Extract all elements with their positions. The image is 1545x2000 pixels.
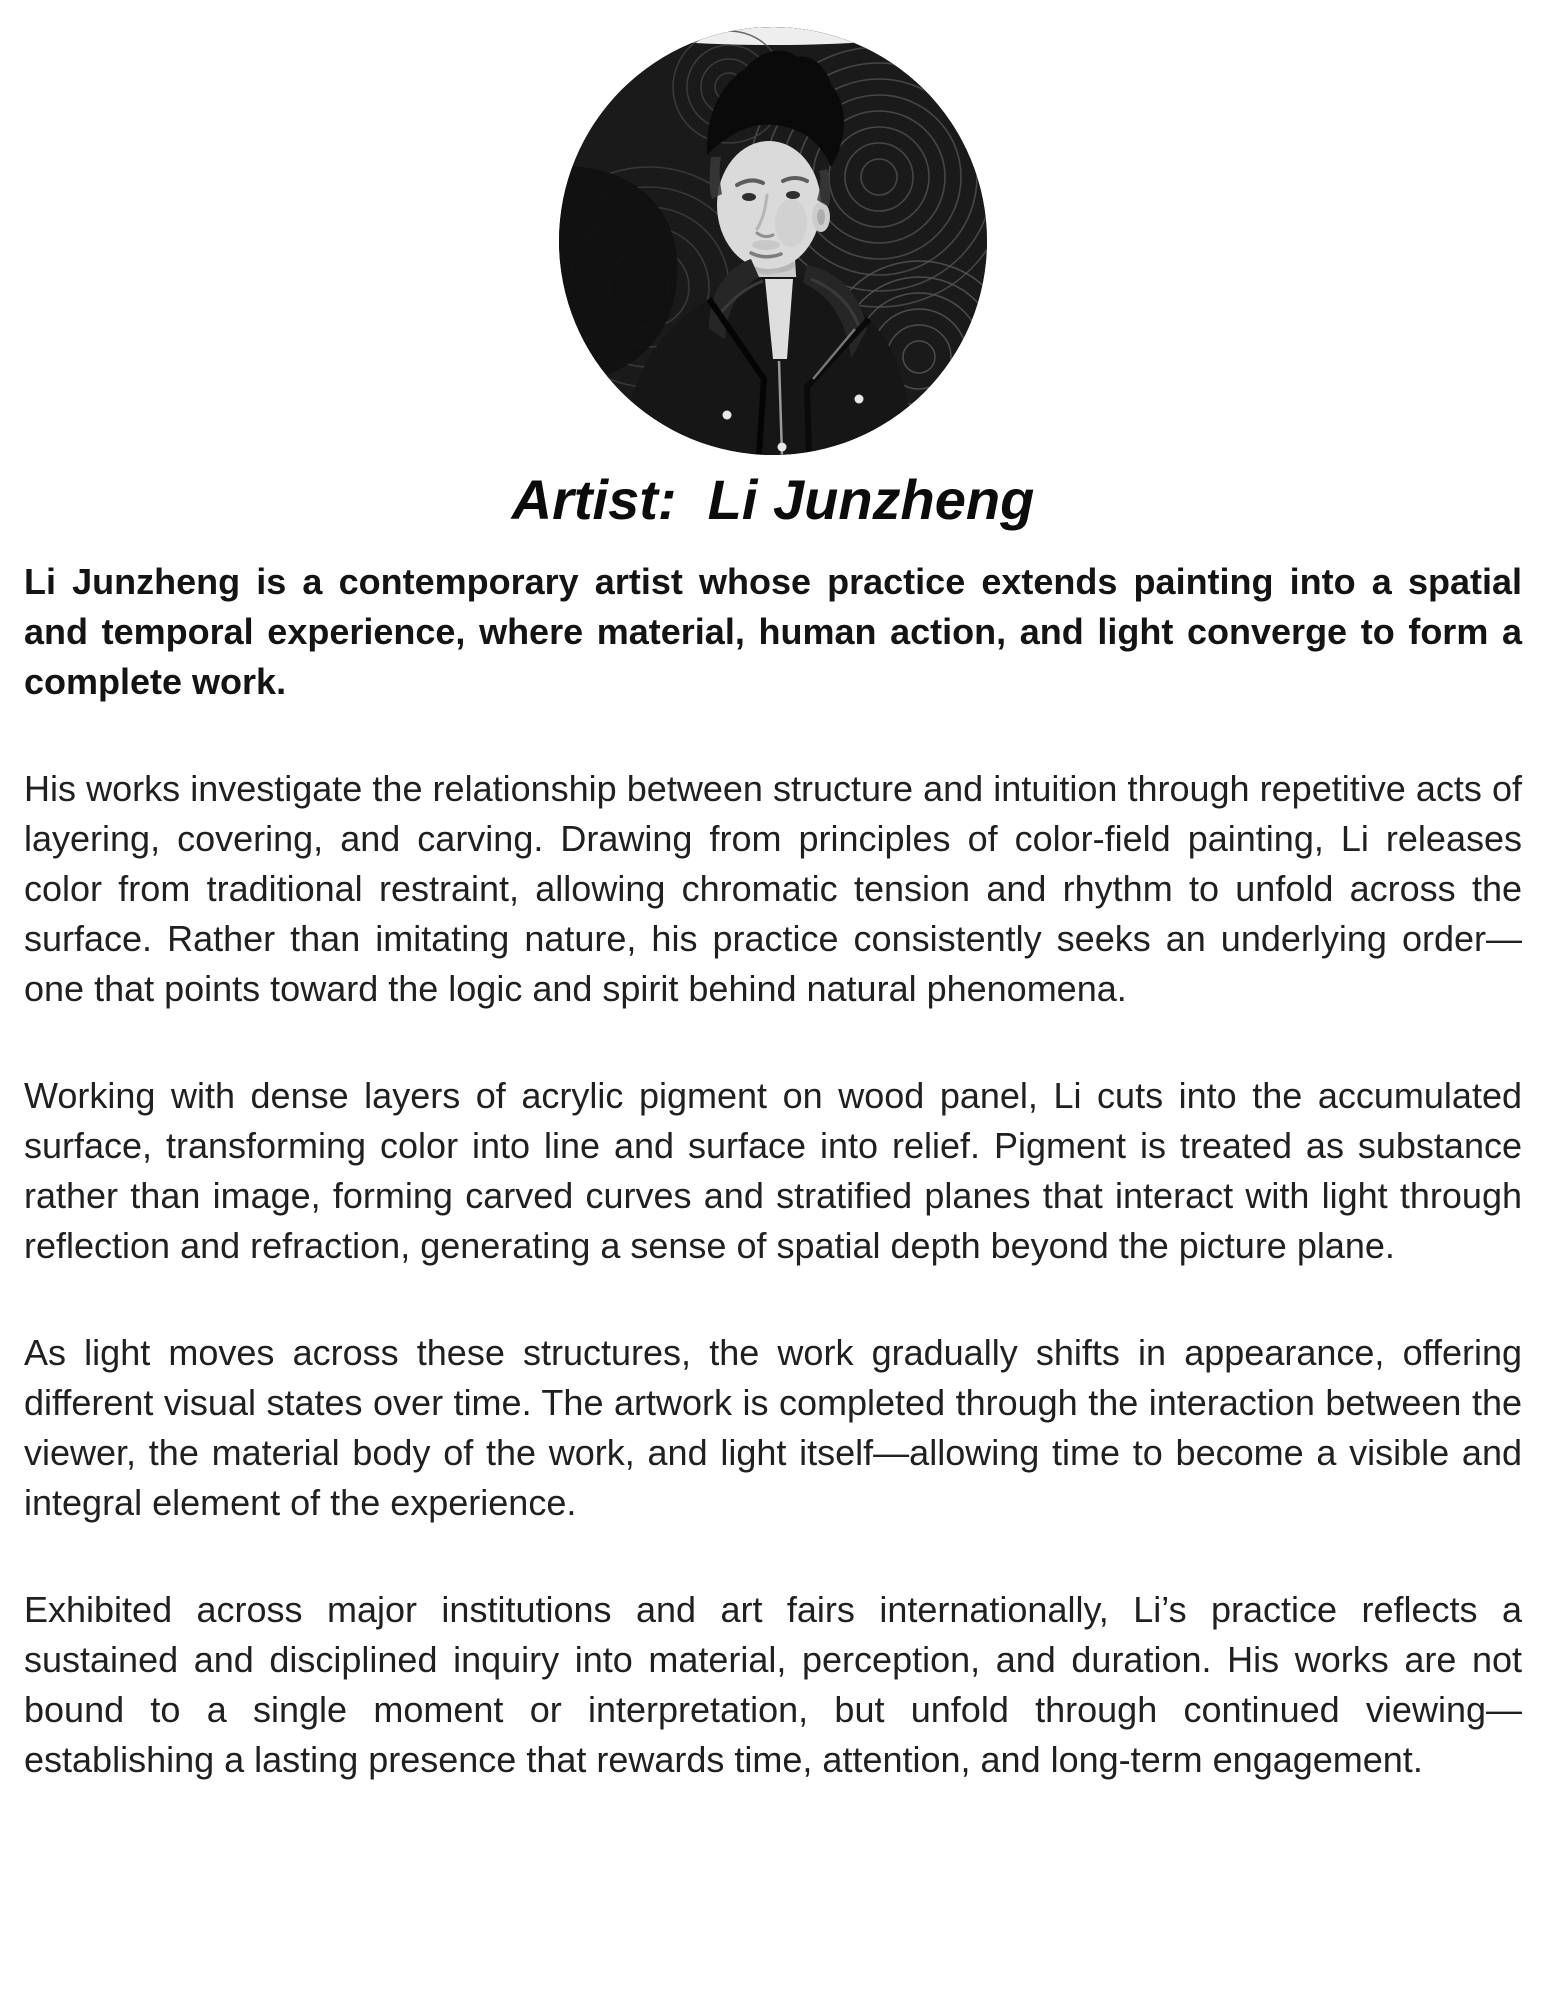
artist-portrait bbox=[559, 27, 987, 455]
bio-paragraph-1: His works investigate the relationship between structure and intuition through repetitive acts of layering, covering, and carving. Drawing from principles of color-field painting, Li releases color from traditional restraint, allowing chromatic tension and rhythm to unfold across the surface. Rather than imitating nature, his practice consistently seeks an underlying order—one that points toward the logic and spirit behind natural phenomena. bbox=[24, 768, 1522, 1009]
bio-paragraph-3: As light moves across these structures, the work gradually shifts in appearance, offering different visual states over time. The artwork is completed through the interaction between the viewer, the material body of the work, and light itself—allowing time to become a visible and integral element of the experience. bbox=[24, 1332, 1522, 1523]
intro-paragraph: Li Junzheng is a contemporary artist whose practice extends painting into a spatial and temporal experience, where material, human action, and light converge to form a complete work. bbox=[24, 561, 1522, 702]
bio-paragraph-4: Exhibited across major institutions and art fairs internationally, Li’s practice reflects a sustained and disciplined inquiry into material, perception, and duration. His works are not bound to a single moment or interpretation, but unfold through continued viewing—establishing a lasting presence that rewards time, attention, and long-term engagement. bbox=[24, 1589, 1522, 1780]
bio-paragraph-2: Working with dense layers of acrylic pigment on wood panel, Li cuts into the accumulated surface, transforming color into line and surface into relief. Pigment is treated as substance rather than image, forming carved curves and stratified planes that interact with light through reflection and refraction, generating a sense of spatial depth beyond the picture plane. bbox=[24, 1075, 1522, 1266]
artist-portrait-image bbox=[559, 27, 987, 455]
page-title: Artist: Li Junzheng bbox=[511, 468, 1035, 531]
